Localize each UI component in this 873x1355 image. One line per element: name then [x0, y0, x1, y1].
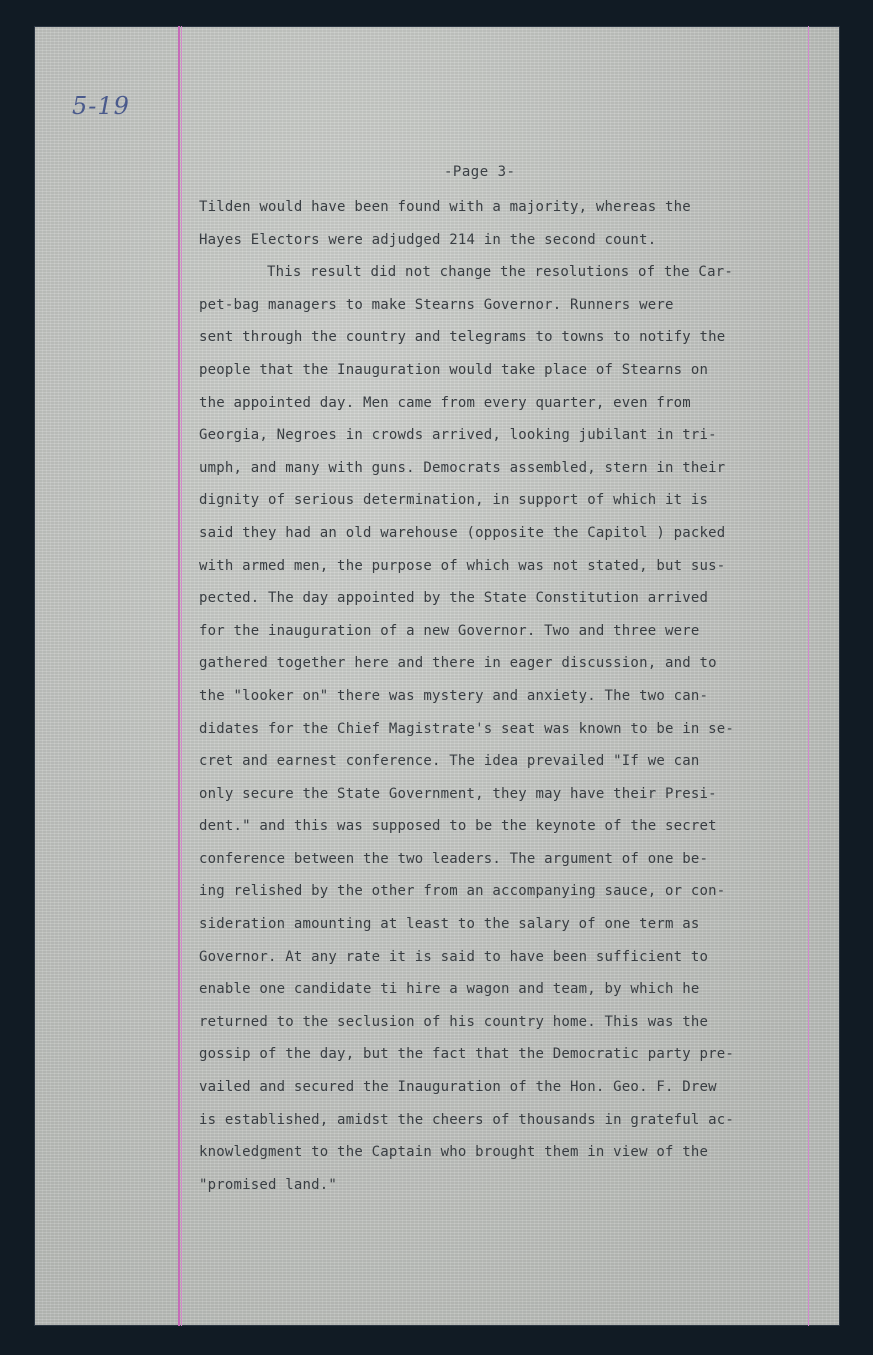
- text-line: returned to the seclusion of his country home. This was the: [199, 1013, 709, 1030]
- text-line: ing relished by the other from an accompanying sauce, or con-: [199, 883, 726, 900]
- text-line: the "looker on" there was mystery and anxiety. The two can-: [199, 687, 709, 704]
- text-line: vailed and secured the Inauguration of the Hon. Geo. F. Drew: [199, 1079, 717, 1096]
- text-line: said they had an old warehouse (opposite the Capitol ) packed: [199, 524, 726, 541]
- text-line: dent." and this was supposed to be the keynote of the secret: [199, 818, 717, 835]
- text-line: Hayes Electors were adjudged 214 in the second count.: [199, 231, 657, 248]
- text-line: pected. The day appointed by the State Constitution arrived: [199, 590, 709, 607]
- text-line: didates for the Chief Magistrate's seat was known to be in se-: [199, 720, 734, 737]
- text-line: only secure the State Government, they may have their Presi-: [199, 785, 717, 802]
- handwritten-page-note: 5-19: [72, 92, 130, 120]
- text-line: cret and earnest conference. The idea prevailed "If we can: [199, 753, 700, 770]
- page-heading: -Page 3-: [444, 164, 516, 180]
- typed-body-text: [199, 191, 811, 1201]
- text-line: people that the Inauguration would take place of Stearns on: [199, 361, 709, 378]
- text-line: sideration amounting at least to the salary of one term as: [199, 916, 700, 933]
- left-margin-rule: [178, 26, 180, 1326]
- text-line: with armed men, the purpose of which was not stated, but sus-: [199, 557, 726, 574]
- text-line: gathered together here and there in eager discussion, and to: [199, 655, 717, 672]
- text-line: Tilden would have been found with a majority, whereas the: [199, 199, 691, 215]
- text-line: dignity of serious determination, in support of which it is: [199, 492, 709, 509]
- text-line: sent through the country and telegrams to towns to notify the: [199, 329, 726, 346]
- text-line: umph, and many with guns. Democrats assembled, stern in their: [199, 459, 726, 476]
- text-line: for the inauguration of a new Governor. Two and three were: [199, 622, 700, 639]
- text-line: knowledgment to the Captain who brought them in view of the: [199, 1144, 709, 1161]
- document-page: [34, 26, 840, 1326]
- text-line: Governor. At any rate it is said to have been sufficient to: [199, 948, 709, 965]
- text-line: "promised land.": [199, 1176, 338, 1193]
- left-margin-rule-inner: [181, 26, 182, 1326]
- text-line: is established, amidst the cheers of thousands in grateful ac-: [199, 1111, 734, 1128]
- text-line: Georgia, Negroes in crowds arrived, looking jubilant in tri-: [199, 427, 717, 444]
- text-line: pet-bag managers to make Stearns Governor. Runners were: [199, 296, 674, 313]
- text-line: gossip of the day, but the fact that the Democratic party pre-: [199, 1046, 734, 1063]
- text-line: the appointed day. Men came from every quarter, even from: [199, 394, 691, 411]
- text-line: enable one candidate ti hire a wagon and team, by which he: [199, 981, 700, 998]
- text-line: conference between the two leaders. The argument of one be-: [199, 850, 709, 867]
- text-line: This result did not change the resolutions of the Car-: [267, 264, 733, 281]
